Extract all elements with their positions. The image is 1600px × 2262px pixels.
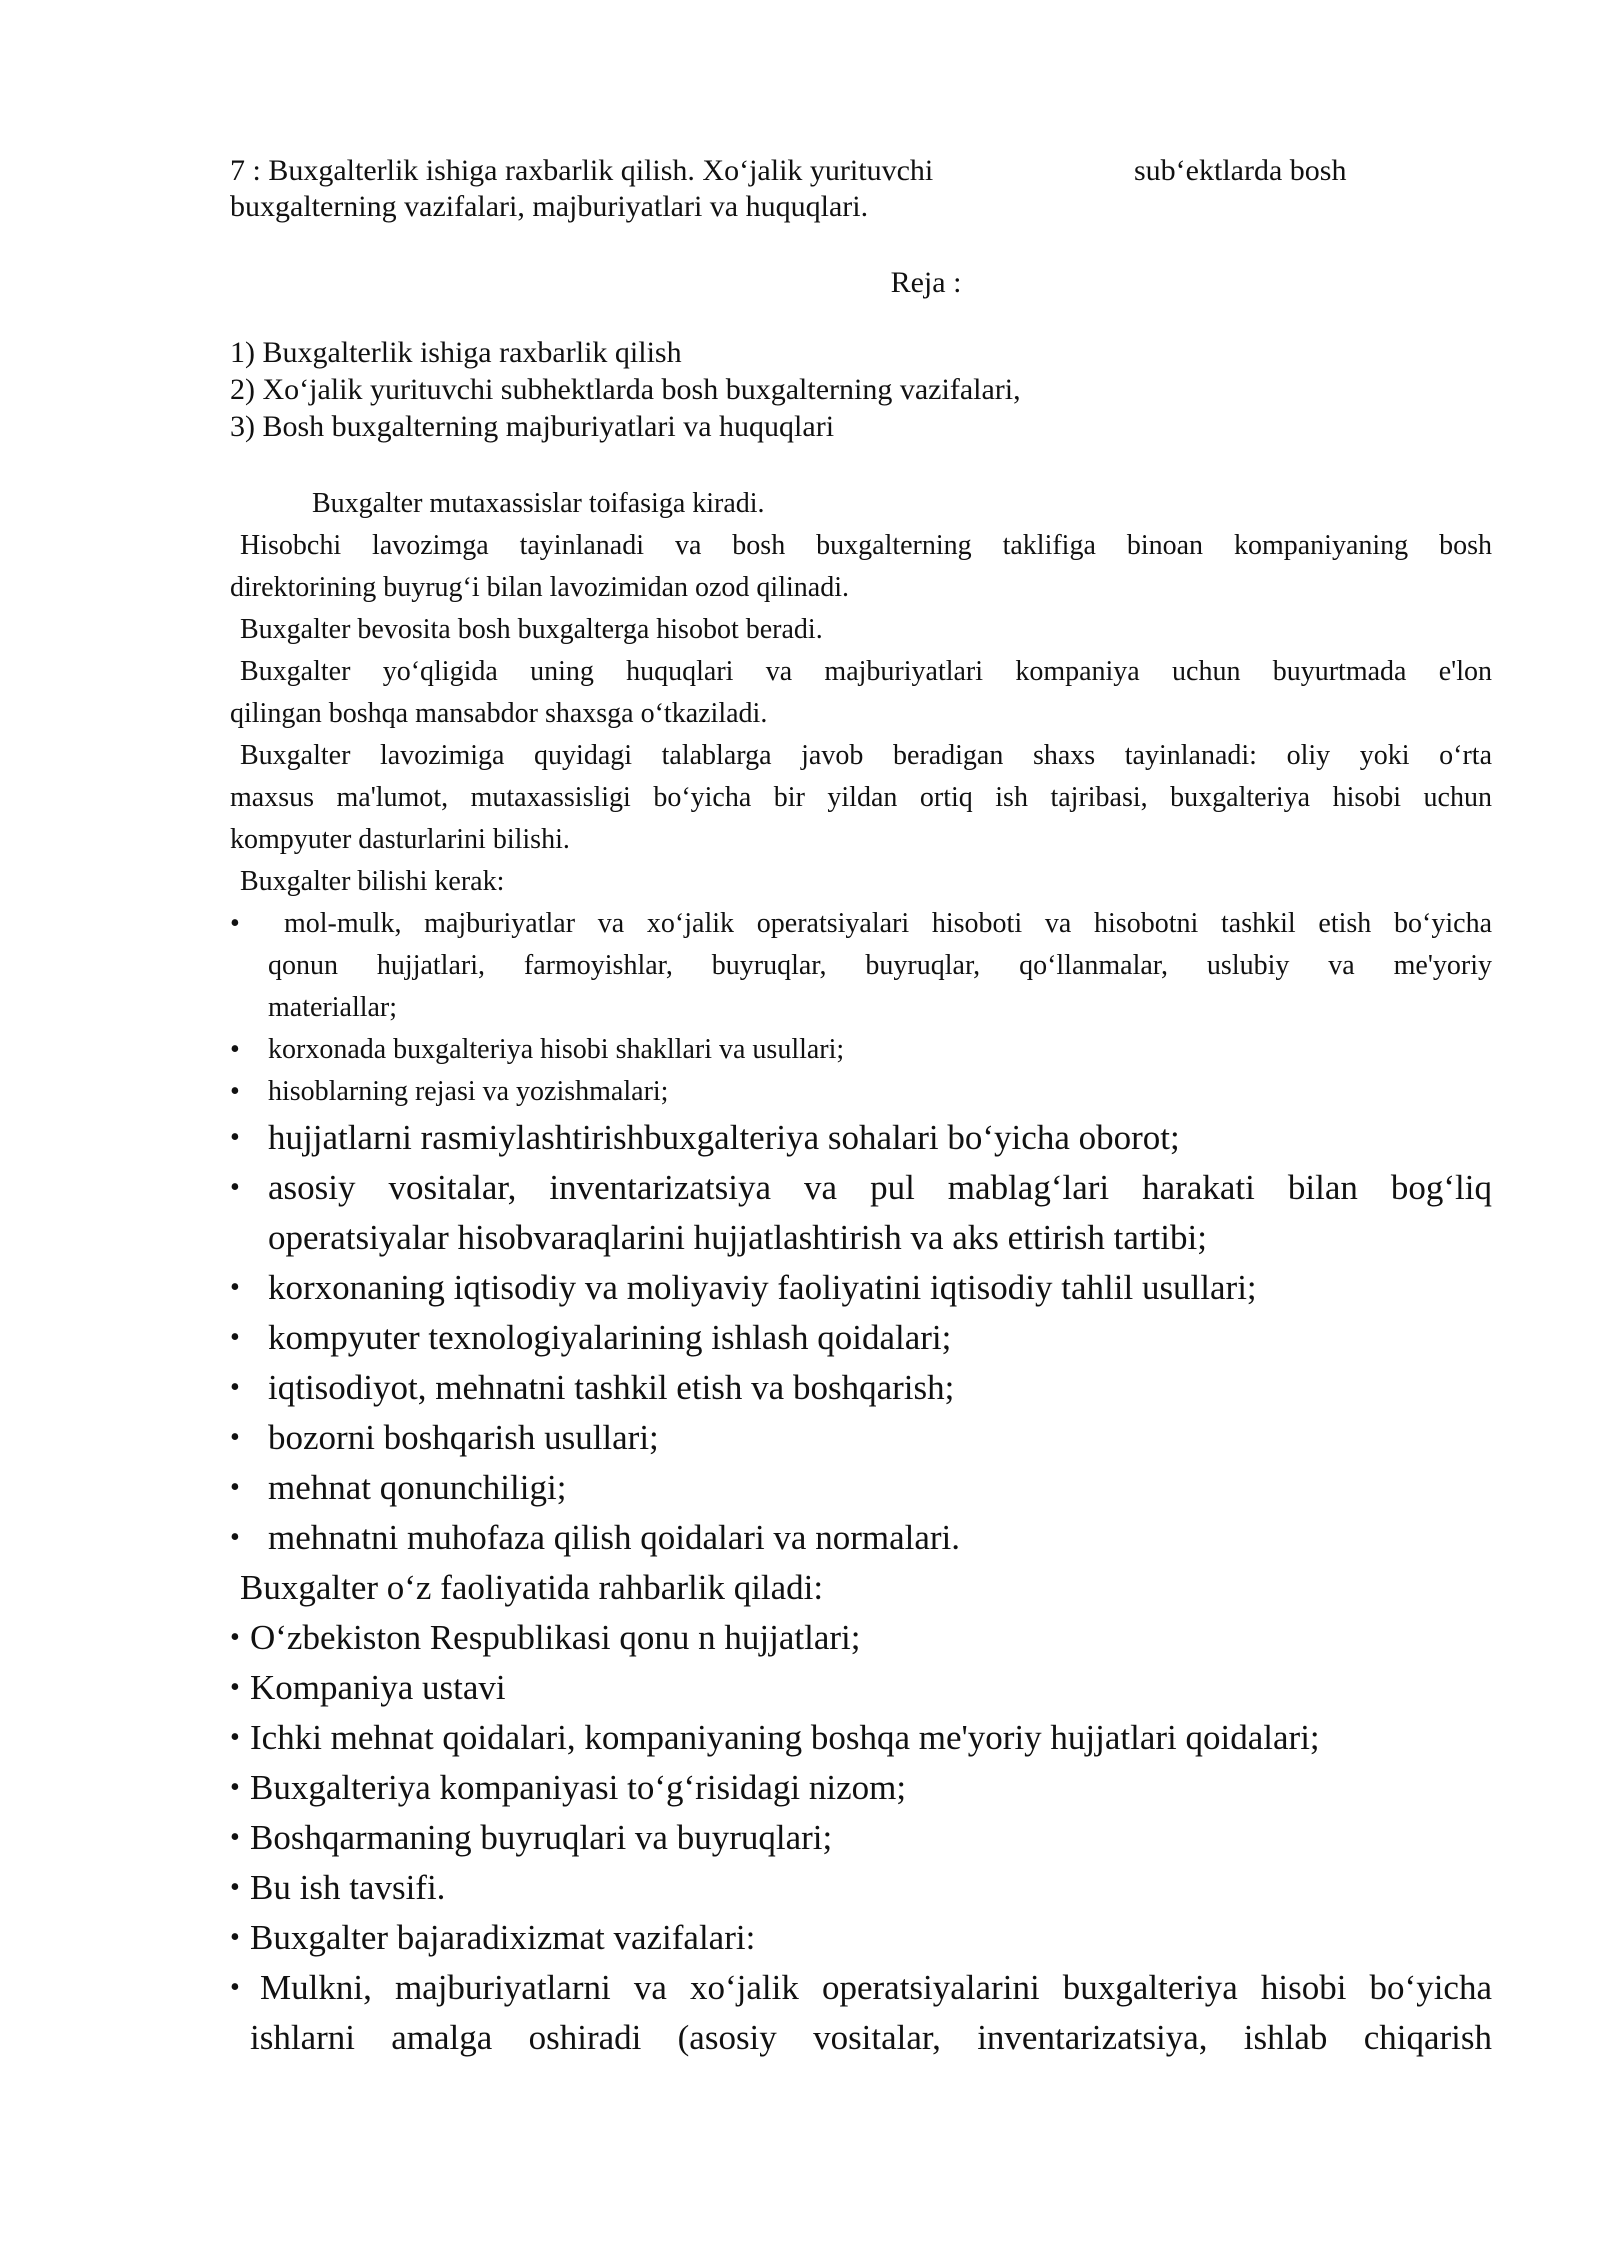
- paragraph: Buxgalter mutaxassislar toifasiga kiradi.: [312, 488, 765, 519]
- list-item-text: asosiy vositalar, inventarizatsiya va pul mablag‘lari harakati bilan bog‘liq: [268, 1168, 1492, 1207]
- section-title: Buxgalter o‘z faoliyatida rahbarlik qiladi:: [240, 1568, 824, 1607]
- plan-title: Reja :: [890, 266, 962, 299]
- topic-heading-right: sub‘ektlarda bosh: [1134, 154, 1347, 187]
- list-item-text: Mulkni, majburiyatlarni va xo‘jalik operatsiyalarini buxgalteriya hisobi bo‘yicha: [260, 1968, 1492, 2007]
- list-item-text: operatsiyalar hisobvaraqlarini hujjatlashtirish va aks ettirish tartibi;: [268, 1218, 1207, 1257]
- plan-item: 3) Bosh buxgalterning majburiyatlari va huquqlari: [230, 410, 835, 443]
- bullet-icon: •: [230, 1122, 240, 1153]
- list-item-text: qonun hujjatlari, farmoyishlar, buyruqlar, buyruqlar, qo‘llanmalar, uslubiy va me'yoriy: [268, 950, 1492, 981]
- paragraph: Buxgalter bevosita bosh buxgalterga hisobot beradi.: [240, 614, 823, 645]
- list-item: [230, 1763, 1492, 1813]
- list-item: [230, 1663, 1492, 1713]
- list-item: [230, 1513, 1492, 1563]
- topic-heading-line2: buxgalterning vazifalari, majburiyatlari va huquqlari.: [230, 190, 869, 223]
- list-item: [230, 1913, 1492, 1963]
- plan-item: 2) Xo‘jalik yurituvchi subhektlarda bosh buxgalterning vazifalari,: [230, 373, 1021, 406]
- paragraph: Buxgalter lavozimiga quyidagi talablarga javob beradigan shaxs tayinlanadi: oliy yoki o‘rta: [240, 740, 1492, 771]
- bullet-icon: •: [230, 1172, 240, 1203]
- paragraph: Hisobchi lavozimga tayinlanadi va bosh buxgalterning taklifiga binoan kompaniyaning bosh: [240, 530, 1492, 561]
- duty-item: [230, 1963, 1492, 2063]
- list-item: [230, 903, 1492, 1029]
- guidance-list: [230, 1613, 1492, 1963]
- bullet-icon: •: [230, 1672, 240, 1703]
- document-content: [230, 150, 1492, 2063]
- list-item: [230, 1363, 1492, 1413]
- plan-item: 1) Buxgalterlik ishiga raxbarlik qilish: [230, 336, 682, 369]
- list-item: [230, 1613, 1492, 1663]
- knowledge-list: [230, 903, 1492, 1563]
- list-item: [230, 1313, 1492, 1363]
- list-item-text: korxonaning iqtisodiy va moliyaviy faoliyatini iqtisodiy tahlil usullari;: [268, 1268, 1257, 1307]
- list-item: [230, 1713, 1492, 1763]
- bullet-icon: •: [230, 1372, 240, 1403]
- paragraph: Buxgalter bilishi kerak:: [240, 866, 505, 897]
- list-item: [230, 1113, 1492, 1163]
- list-item-text: Kompaniya ustavi: [250, 1668, 506, 1707]
- bullet-icon: •: [230, 1322, 240, 1353]
- paragraph: maxsus ma'lumot, mutaxassisligi bo‘yicha bir yildan ortiq ish tajribasi, buxgalteriya hisobi uchun: [230, 782, 1492, 813]
- list-item-text: Buxgalter bajaradixizmat vazifalari:: [250, 1918, 756, 1957]
- list-item-text: bozorni boshqarish usullari;: [268, 1418, 659, 1457]
- bullet-icon: •: [230, 1722, 240, 1753]
- topic-heading-left: 7 : Buxgalterlik ishiga raxbarlik qilish. Xo‘jalik yurituvchi: [230, 154, 934, 187]
- list-item-text: O‘zbekiston Respublikasi qonu n hujjatlari;: [250, 1618, 861, 1657]
- list-item-text: Ichki mehnat qoidalari, kompaniyaning boshqa me'yoriy hujjatlari qoidalari;: [250, 1718, 1320, 1757]
- list-item-text: iqtisodiyot, mehnatni tashkil etish va boshqarish;: [268, 1368, 955, 1407]
- bullet-icon: •: [230, 1422, 240, 1453]
- plan-list: [230, 334, 1492, 445]
- list-item-text: mehnat qonunchiligi;: [268, 1468, 567, 1507]
- list-item: [230, 1163, 1492, 1263]
- bullet-icon: •: [230, 1622, 240, 1653]
- bullet-icon: •: [230, 1822, 240, 1853]
- bullet-icon: •: [230, 1472, 240, 1503]
- bullet-icon: •: [230, 1972, 240, 2003]
- list-item-text: Boshqarmaning buyruqlari va buyruqlari;: [250, 1818, 833, 1857]
- bullet-icon: •: [230, 1522, 240, 1553]
- bullet-icon: •: [230, 908, 240, 939]
- list-item: [230, 1463, 1492, 1513]
- bullet-icon: •: [230, 1034, 240, 1065]
- bullet-icon: •: [230, 1872, 240, 1903]
- list-item: [230, 1413, 1492, 1463]
- list-item-text: mehnatni muhofaza qilish qoidalari va normalari.: [268, 1518, 961, 1557]
- list-item-text: kompyuter texnologiyalarining ishlash qoidalari;: [268, 1318, 952, 1357]
- paragraph: direktorining buyrug‘i bilan lavozimidan ozod qilinadi.: [230, 572, 849, 603]
- paragraph: Buxgalter yo‘qligida uning huquqlari va majburiyatlari kompaniya uchun buyurtmada e'lon: [240, 656, 1492, 687]
- list-item-text: hujjatlarni rasmiylashtirishbuxgalteriya sohalari bo‘yicha oborot;: [268, 1118, 1180, 1157]
- bullet-icon: •: [230, 1772, 240, 1803]
- list-item: [230, 1863, 1492, 1913]
- body-section: [230, 483, 1492, 903]
- list-item-text: materiallar;: [268, 992, 398, 1023]
- list-item: [230, 1263, 1492, 1313]
- list-item: [230, 1813, 1492, 1863]
- bullet-icon: •: [230, 1272, 240, 1303]
- list-item-text: ishlarni amalga oshiradi (asosiy vositalar, inventarizatsiya, ishlab chiqarish: [250, 2018, 1492, 2057]
- topic-heading: [230, 150, 1492, 188]
- list-item: [230, 1071, 1492, 1113]
- list-item-text: mol-mulk, majburiyatlar va xo‘jalik operatsiyalari hisoboti va hisobotni tashkil etish bo‘yicha: [284, 908, 1492, 939]
- bullet-icon: •: [230, 1076, 240, 1107]
- list-item-text: Bu ish tavsifi.: [250, 1868, 446, 1907]
- paragraph: qilingan boshqa mansabdor shaxsga o‘tkaziladi.: [230, 698, 768, 729]
- list-item: [230, 1029, 1492, 1071]
- bullet-icon: •: [230, 1922, 240, 1953]
- list-item-text: Buxgalteriya kompaniyasi to‘g‘risidagi nizom;: [250, 1768, 907, 1807]
- paragraph: kompyuter dasturlarini bilishi.: [230, 824, 570, 855]
- list-item-text: hisoblarning rejasi va yozishmalari;: [268, 1076, 669, 1107]
- list-item-text: korxonada buxgalteriya hisobi shakllari va usullari;: [268, 1034, 845, 1065]
